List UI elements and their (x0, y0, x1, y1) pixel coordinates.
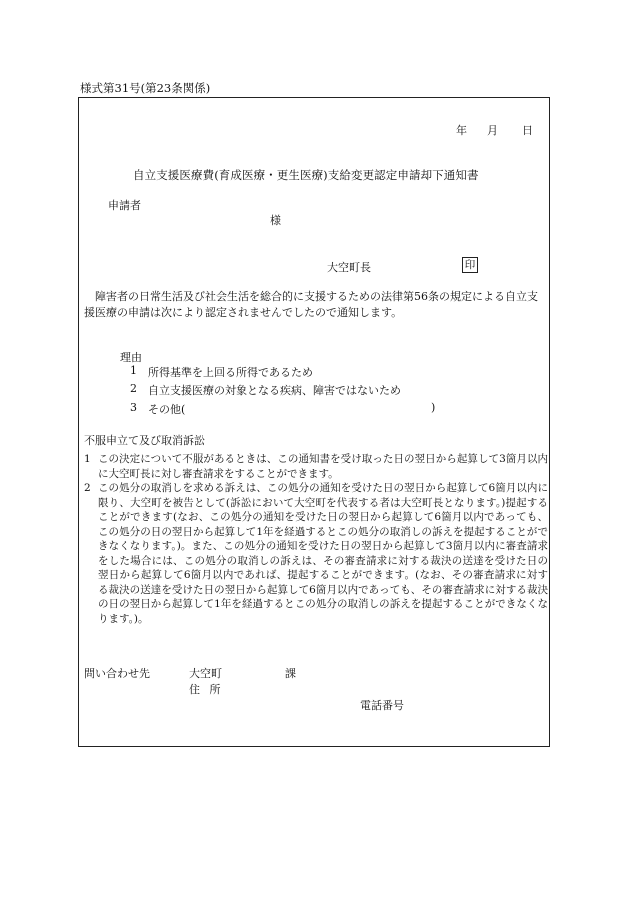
body-text: 障害者の日常生活及び社会生活を総合的に支援するための法律第56条の規定による自立支援医療の申請は次により認定されませんでしたので通知します。 (84, 290, 538, 319)
reason-number: 1 (130, 364, 137, 377)
appeal-item-number: 1 (84, 453, 91, 465)
appeal-heading: 不服申立て及び取消訴訟 (84, 434, 205, 447)
contact-label: 問い合わせ先 (84, 667, 150, 680)
reason-number: 2 (130, 382, 137, 395)
appeal-item (84, 452, 548, 481)
reason-text: 所得基準を上回る所得であるため (148, 366, 313, 379)
seal-mark: 印 (462, 257, 478, 273)
contact-phone-label: 電話番号 (360, 699, 404, 712)
document-title: 自立支援医療費(育成医療・更生医療)支給変更認定申請却下通知書 (133, 168, 479, 182)
reason-text: 自立支援医療の対象となる疾病、障害ではないため (148, 384, 401, 397)
appeal-item-text: この処分の取消しを求める訴えは、この処分の通知を受けた日の翌日から起算して6箇月以内に限り、大空町を被告として(訴訟において大空町を代表する者は大空町長となります。)提起することができます(なお、この処分の通知を受けた日の翌日から起算して6箇月以内であっても、この処分の日の翌日から起算して1年を経過するとこの処分の取消しの訴えを提起することができなくなります。)。また、この処分の通知を受けた日の翌日から起算して3箇月以内に審査請求をした場合には、この処分の取消しの訴えは、その審査請求に対する裁決の送達を受けた日の翌日から起算して6箇月以内であれば、提起することができます。(なお、その審査請求に対する裁決の送達を受けた日の翌日から起算して6箇月以内であっても、その審査請求に対する裁決の日の翌日から起算して1年を経過するとこの処分の取消しの訴えを提起することができなくなります。)。 (98, 482, 548, 625)
date-year-label: 年 (456, 124, 467, 137)
reasons-label: 理由 (120, 351, 142, 364)
applicant-label: 申請者 (108, 199, 141, 212)
appeal-list (84, 452, 548, 626)
document-frame (78, 97, 550, 747)
contact-address-label: 住 所 (189, 683, 221, 696)
appeal-item-number: 2 (84, 482, 91, 494)
applicant-honorific: 様 (270, 214, 281, 227)
date-day-label: 日 (522, 124, 533, 137)
contact-section: 課 (285, 667, 296, 680)
date-month-label: 月 (487, 124, 498, 137)
appeal-item-text: この決定について不服があるときは、この通知書を受け取った日の翌日から起算して3箇月以内に大空町長に対し審査請求をすることができます。 (98, 453, 548, 480)
form-number: 様式第31号(第23条関係) (80, 81, 211, 95)
appeal-item (84, 481, 548, 626)
reason-close-paren: ) (431, 401, 436, 414)
reason-number: 3 (130, 401, 137, 414)
reason-text: その他( (148, 403, 186, 416)
contact-town: 大空町 (189, 667, 222, 680)
issuer-name: 大空町長 (327, 261, 371, 274)
